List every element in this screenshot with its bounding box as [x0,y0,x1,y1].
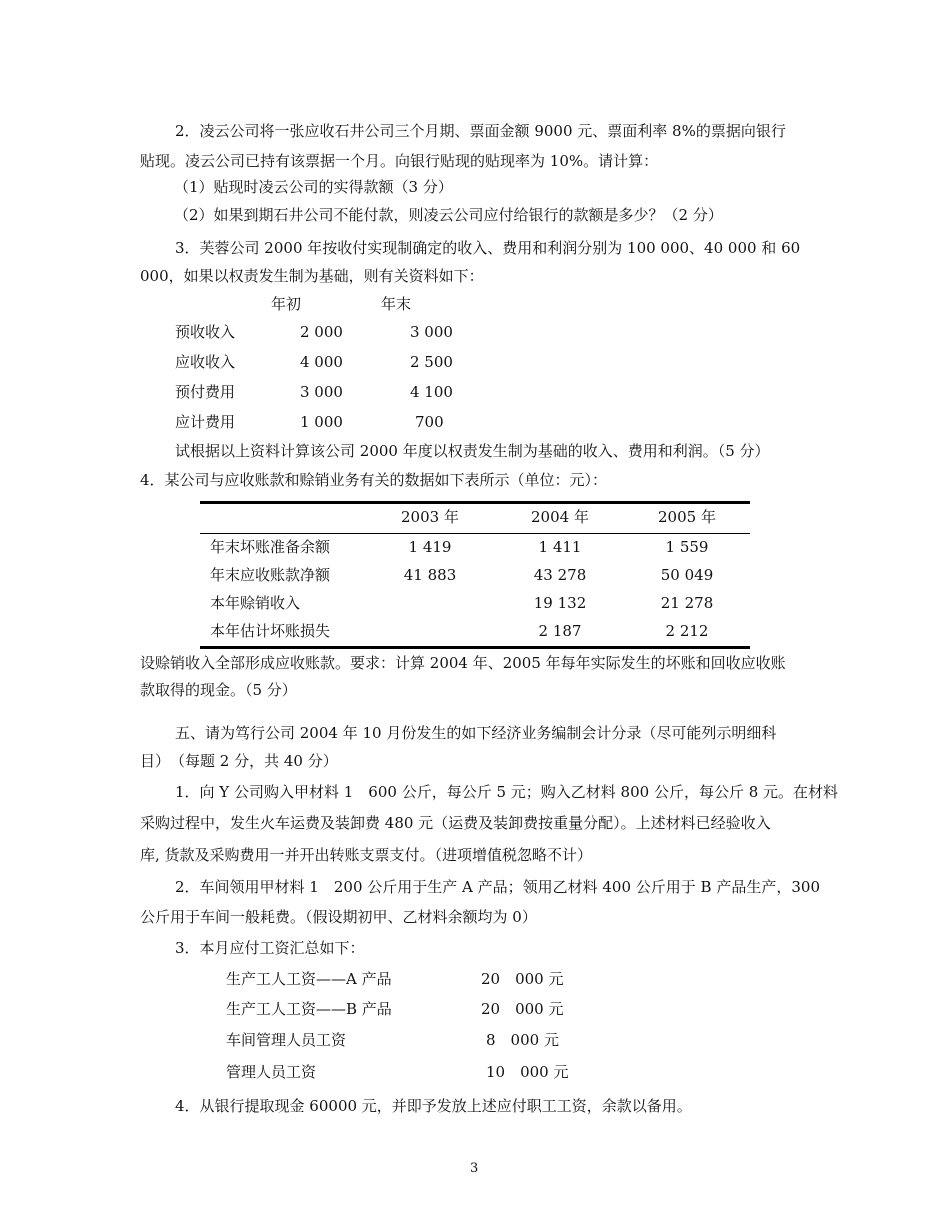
sec5-item2-line2: 公斤用于车间一般耗费。（假设期初甲、乙材料余额均为 0） [140,908,537,926]
sec5-item4: 4．从银行提取现金 60000 元，并即予发放上述应付职工工资，余款以备用。 [175,1097,692,1115]
wage-label: 生产工人工资——B 产品 [226,1000,392,1018]
q3-row-begin: 4 000 [300,353,343,371]
q3-head-end: 年末 [381,295,412,313]
q4-cell: 19 132 [533,594,587,612]
q4-cell: 50 049 [660,566,714,584]
q2-line2: 贴现。凌云公司已持有该票据一个月。向银行贴现的贴现率为 10%。请计算： [140,152,659,170]
q4-row-label: 本年赊销收入 [210,594,301,612]
q4-cell: 43 278 [533,566,587,584]
q4-cell: 2 212 [665,622,709,640]
q3-row-begin: 2 000 [300,323,343,341]
wage-amount: 20 000 元 [481,1000,564,1018]
q3-row-end: 4 100 [410,383,453,401]
sec5-item2-line1: 2．车间领用甲材料 1 200 公斤用于生产 A 产品；领用乙材料 400 公斤用于 B 产品生产，300 [175,878,820,896]
q4-note-line1: 设赊销收入全部形成应收账款。要求：计算 2004 年、2005 年每年实际发生的坏账和回收应收账 [140,654,786,672]
q4-header-2005: 2005 年 [658,508,716,526]
wage-label: 生产工人工资——A 产品 [226,970,392,988]
q4-table-header-rule [200,533,750,534]
sec5-line2: 目） （每题 2 分，共 40 分） [140,752,338,770]
q4-header-2004: 2004 年 [531,508,589,526]
q4-cell: 2 187 [538,622,582,640]
q2-line1: 2．凌云公司将一张应收石井公司三个月期、票面金额 9000 元、票面利率 8%的票据向银行 [175,122,786,140]
wage-label: 管理人员工资 [226,1063,317,1081]
sec5-item3: 3．本月应付工资汇总如下： [175,939,365,957]
page-number: 3 [470,1161,479,1176]
q4-cell: 1 411 [538,538,582,556]
q4-cell: 1 419 [408,538,452,556]
sec5-item1-line2: 采购过程中，发生火车运费及装卸费 480 元（运费及装卸费按重量分配）。上述材料已经验收入 [140,814,771,832]
sec5-item1-line3: 库, 货款及采购费用一并开出转账支票支付。（进项增值税忽略不计） [140,846,593,864]
q3-row-begin: 3 000 [300,383,343,401]
q3-row-begin: 1 000 [300,413,343,431]
q4-title: 4．某公司与应收账款和赊销业务有关的数据如下表所示（单位：元）： [140,471,608,489]
q4-note-line2: 款取得的现金。（5 分） [140,681,297,699]
q4-table-bottom-rule [200,646,750,649]
q3-line2: 000，如果以权责发生制为基础，则有关资料如下： [140,267,484,285]
wage-label: 车间管理人员工资 [226,1031,347,1049]
wage-amount: 20 000 元 [481,970,564,988]
wage-amount: 8 000 元 [486,1031,559,1049]
q4-cell: 41 883 [403,566,457,584]
q4-row-label: 年末应收账款净额 [210,566,331,584]
q3-row-label: 预付费用 [175,383,236,401]
q3-line1: 3．芙蓉公司 2000 年按收付实现制确定的收入、费用和利润分别为 100 000、40 000 和 60 [175,239,801,257]
sec5-item1-line1: 1．向 Y 公司购入甲材料 1 600 公斤，每公斤 5 元；购入乙材料 800 公斤，每公斤 8 元。在材料 [175,783,839,801]
q3-row-end: 3 000 [410,323,453,341]
q4-cell: 1 559 [665,538,709,556]
wage-amount: 10 000 元 [486,1063,569,1081]
q3-row-label: 预收收入 [175,323,236,341]
q3-instruction: 试根据以上资料计算该公司 2000 年度以权责发生制为基础的收入、费用和利润。（5 分） [175,442,770,460]
q2-sub2: （2）如果到期石井公司不能付款，则凌云公司应付给银行的款额是多少？（2 分） [174,206,723,224]
q3-row-label: 应收收入 [175,353,236,371]
q3-row-end: 700 [415,413,444,431]
q4-cell: 21 278 [660,594,714,612]
q2-sub1: （1）贴现时凌云公司的实得款额（3 分） [174,178,453,196]
sec5-line1: 五、请为笃行公司 2004 年 10 月份发生的如下经济业务编制会计分录（尽可能列示明细科 [175,724,777,742]
q3-row-label: 应计费用 [175,413,236,431]
q4-row-label: 年末坏账准备余额 [210,538,331,556]
q4-table-top-rule [200,501,750,504]
q3-head-begin: 年初 [271,295,302,313]
q3-row-end: 2 500 [410,353,453,371]
q4-header-2003: 2003 年 [401,508,459,526]
q4-row-label: 本年估计坏账损失 [210,622,331,640]
